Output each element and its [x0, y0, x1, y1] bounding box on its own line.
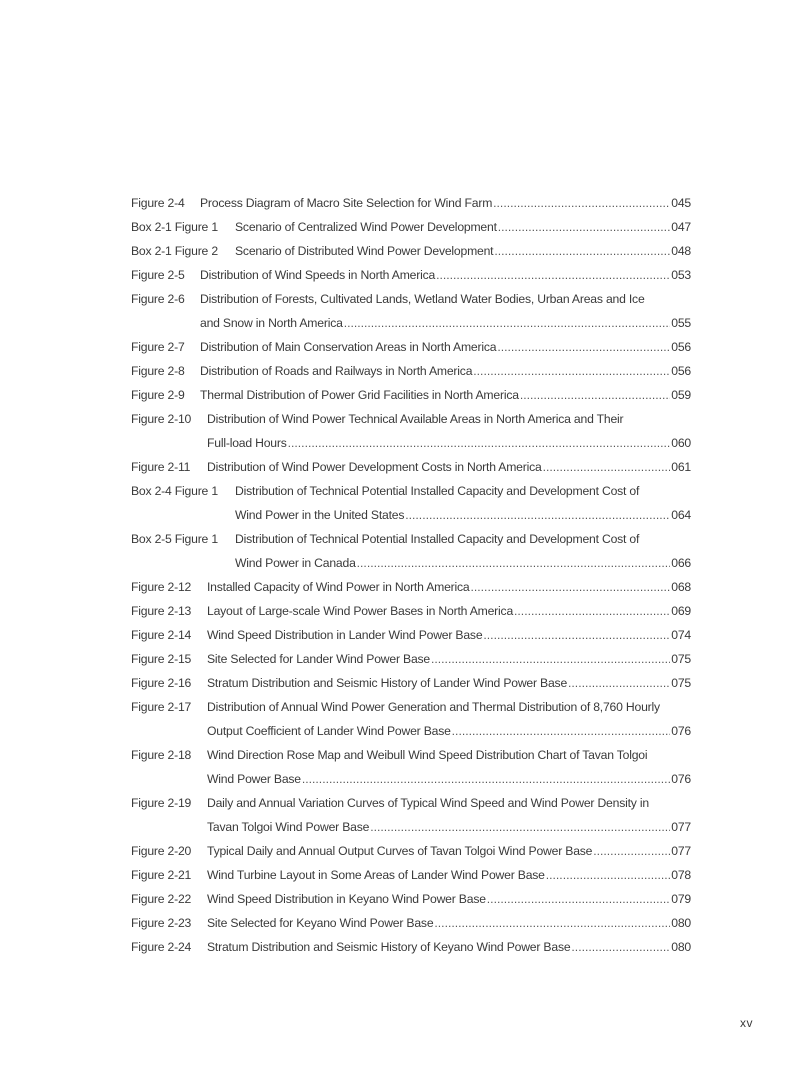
figure-label: Box 2-5 Figure 1 — [131, 532, 218, 546]
figure-label: Box 2-4 Figure 1 — [131, 484, 218, 498]
toc-entry — [131, 695, 691, 743]
figure-title: Stratum Distribution and Seismic History of Keyano Wind Power Base — [207, 940, 571, 954]
figure-label: Figure 2-22 — [131, 892, 192, 906]
page-ref: 056 — [671, 340, 691, 354]
dot-leader — [302, 767, 670, 791]
figure-title: Distribution of Main Conservation Areas in North America — [200, 340, 497, 354]
dot-leader — [370, 815, 670, 839]
toc-entry — [131, 935, 691, 959]
toc-entry — [131, 287, 691, 335]
page-ref: 059 — [671, 388, 691, 402]
figure-label: Figure 2-20 — [131, 844, 192, 858]
dot-leader — [483, 623, 670, 647]
dot-leader — [494, 239, 670, 263]
toc-entry — [131, 623, 691, 647]
dot-leader — [514, 599, 670, 623]
toc-entry — [131, 599, 691, 623]
page-ref: 076 — [671, 772, 691, 786]
figure-label: Figure 2-4 — [131, 196, 185, 210]
page-ref: 074 — [671, 628, 691, 642]
figure-label: Figure 2-18 — [131, 748, 192, 762]
figure-title: Daily and Annual Variation Curves of Typical Wind Speed and Wind Power Density in — [207, 796, 649, 810]
figure-title-continued: Wind Power in Canada — [235, 556, 356, 570]
page-ref: 048 — [671, 244, 691, 258]
figure-title: Thermal Distribution of Power Grid Facilities in North America — [200, 388, 519, 402]
figure-label: Figure 2-12 — [131, 580, 192, 594]
dot-leader — [436, 263, 670, 287]
figure-title-continued: Tavan Tolgoi Wind Power Base — [207, 820, 370, 834]
page-ref: 075 — [671, 652, 691, 666]
figure-label: Figure 2-24 — [131, 940, 192, 954]
page-ref: 069 — [671, 604, 691, 618]
page-ref: 061 — [671, 460, 691, 474]
figure-title: Typical Daily and Annual Output Curves of Tavan Tolgoi Wind Power Base — [207, 844, 593, 858]
figure-title: Site Selected for Keyano Wind Power Base — [207, 916, 434, 930]
page-ref: 068 — [671, 580, 691, 594]
dot-leader — [520, 383, 670, 407]
dot-leader — [543, 455, 671, 479]
figure-label: Figure 2-8 — [131, 364, 185, 378]
figure-title: Scenario of Distributed Wind Power Development — [235, 244, 494, 258]
figure-title: Distribution of Annual Wind Power Generation and Thermal Distribution of 8,760 Hourly — [207, 700, 660, 714]
page-ref: 077 — [671, 844, 691, 858]
toc-entry — [131, 887, 691, 911]
figure-label: Figure 2-15 — [131, 652, 192, 666]
figure-title: Wind Speed Distribution in Lander Wind Power Base — [207, 628, 483, 642]
page-ref: 075 — [671, 676, 691, 690]
figure-title: Installed Capacity of Wind Power in North America — [207, 580, 470, 594]
page-ref: 055 — [671, 316, 691, 330]
toc-entry — [131, 239, 691, 263]
figure-title-continued: Wind Power in the United States — [235, 508, 405, 522]
page-ref: 064 — [671, 508, 691, 522]
figure-label: Figure 2-21 — [131, 868, 192, 882]
toc-entry — [131, 407, 691, 455]
figure-title: Distribution of Roads and Railways in North America — [200, 364, 473, 378]
dot-leader — [498, 215, 671, 239]
dot-leader — [344, 311, 671, 335]
toc-entry — [131, 215, 691, 239]
figure-title: Stratum Distribution and Seismic History of Lander Wind Power Base — [207, 676, 568, 690]
figure-title-continued: Full-load Hours — [207, 436, 287, 450]
page-ref: 080 — [671, 916, 691, 930]
dot-leader — [288, 431, 671, 455]
dot-leader — [593, 839, 670, 863]
page-ref: 080 — [671, 940, 691, 954]
toc-entry — [131, 575, 691, 599]
figure-title-continued: Output Coefficient of Lander Wind Power Base — [207, 724, 451, 738]
figure-label: Box 2-1 Figure 2 — [131, 244, 218, 258]
dot-leader — [452, 719, 671, 743]
toc-entry — [131, 335, 691, 359]
page-ref: 066 — [671, 556, 691, 570]
dot-leader — [471, 575, 671, 599]
figure-title: Wind Direction Rose Map and Weibull Wind Speed Distribution Chart of Tavan Tolgoi — [207, 748, 648, 762]
dot-leader — [493, 191, 670, 215]
figure-label: Figure 2-23 — [131, 916, 192, 930]
figure-label: Figure 2-19 — [131, 796, 192, 810]
figure-title-continued: and Snow in North America — [200, 316, 343, 330]
page-ref: 047 — [671, 220, 691, 234]
figure-title: Wind Speed Distribution in Keyano Wind Power Base — [207, 892, 486, 906]
toc-entry — [131, 527, 691, 575]
page-ref: 078 — [671, 868, 691, 882]
toc-entry — [131, 743, 691, 791]
figure-label: Figure 2-14 — [131, 628, 192, 642]
dot-leader — [571, 935, 670, 959]
figure-title: Site Selected for Lander Wind Power Base — [207, 652, 431, 666]
page-ref: 079 — [671, 892, 691, 906]
toc-entry — [131, 647, 691, 671]
toc-entry — [131, 455, 691, 479]
figure-label: Figure 2-7 — [131, 340, 185, 354]
dot-leader — [357, 551, 671, 575]
figure-title-continued: Wind Power Base — [207, 772, 301, 786]
figure-title: Process Diagram of Macro Site Selection for Wind Farm — [200, 196, 493, 210]
figure-title: Distribution of Wind Speeds in North America — [200, 268, 436, 282]
toc-entry — [131, 191, 691, 215]
page-ref: 056 — [671, 364, 691, 378]
dot-leader — [568, 671, 670, 695]
figure-label: Box 2-1 Figure 1 — [131, 220, 218, 234]
figure-title: Scenario of Centralized Wind Power Development — [235, 220, 497, 234]
toc-entry — [131, 263, 691, 287]
toc-entry — [131, 359, 691, 383]
toc-entry — [131, 839, 691, 863]
figure-label: Figure 2-10 — [131, 412, 192, 426]
figure-title: Distribution of Wind Power Technical Available Areas in North America and Their — [207, 412, 624, 426]
toc-entry — [131, 671, 691, 695]
dot-leader — [487, 887, 670, 911]
toc-entry — [131, 383, 691, 407]
page-ref: 077 — [671, 820, 691, 834]
figure-label: Figure 2-11 — [131, 460, 191, 474]
toc-entry — [131, 911, 691, 935]
dot-leader — [405, 503, 670, 527]
figure-title: Distribution of Wind Power Development Costs in North America — [207, 460, 542, 474]
toc-entry — [131, 479, 691, 527]
figure-label: Figure 2-9 — [131, 388, 185, 402]
dot-leader — [431, 647, 670, 671]
figure-label: Figure 2-13 — [131, 604, 192, 618]
figure-label: Figure 2-6 — [131, 292, 185, 306]
page-ref: 076 — [671, 724, 691, 738]
figure-label: Figure 2-16 — [131, 676, 192, 690]
figure-label: Figure 2-17 — [131, 700, 192, 714]
dot-leader — [473, 359, 670, 383]
figure-title: Distribution of Technical Potential Installed Capacity and Development Cost of — [235, 484, 640, 498]
figure-title: Distribution of Technical Potential Installed Capacity and Development Cost of — [235, 532, 640, 546]
figure-label: Figure 2-5 — [131, 268, 185, 282]
dot-leader — [546, 863, 671, 887]
figure-list — [131, 191, 691, 959]
page-ref: 053 — [671, 268, 691, 282]
page-ref: 045 — [671, 196, 691, 210]
page-ref: 060 — [671, 436, 691, 450]
figure-title: Wind Turbine Layout in Some Areas of Lander Wind Power Base — [207, 868, 545, 882]
dot-leader — [434, 911, 670, 935]
page-number: xv — [740, 1016, 753, 1030]
toc-entry — [131, 863, 691, 887]
figure-title: Layout of Large-scale Wind Power Bases in North America — [207, 604, 514, 618]
figure-title: Distribution of Forests, Cultivated Lands, Wetland Water Bodies, Urban Areas and Ice — [200, 292, 645, 306]
dot-leader — [497, 335, 670, 359]
toc-entry — [131, 791, 691, 839]
